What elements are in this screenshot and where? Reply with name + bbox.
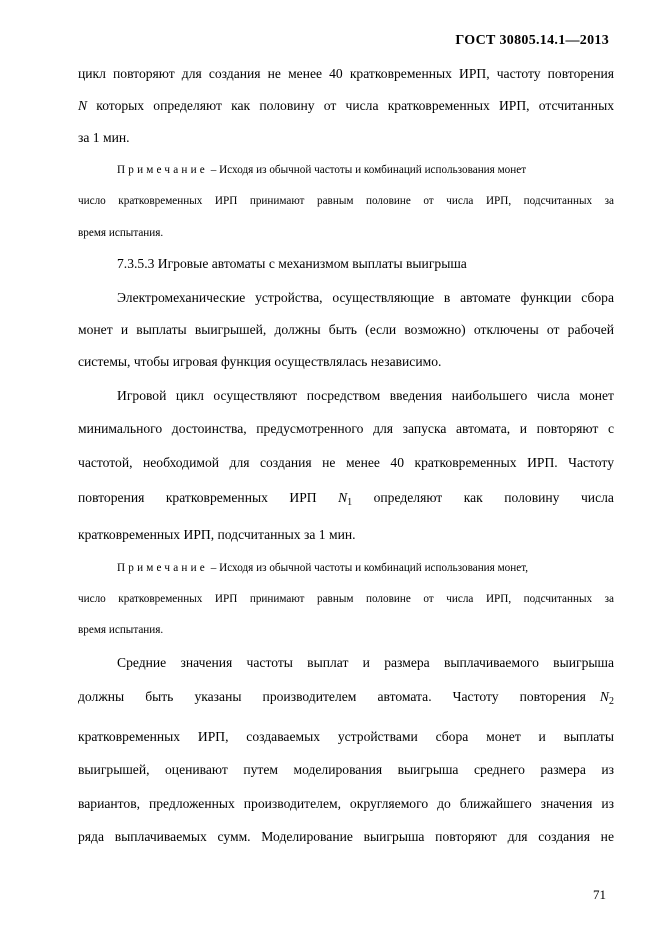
variable-n: N bbox=[338, 490, 348, 505]
word: кратковременных bbox=[165, 490, 268, 505]
variable-n: N bbox=[78, 98, 88, 113]
text-line: Игровой цикл осуществляют посредством введения наибольшего числа монет bbox=[117, 388, 614, 403]
word: как bbox=[463, 490, 483, 505]
text-line: Средние значения частоты выплат и размера выплачиваемого выигрыша bbox=[117, 655, 614, 670]
text-line: вариантов, предложенных производителем, округляемого до ближайшего значения из bbox=[78, 796, 614, 811]
text-line bbox=[78, 99, 614, 113]
text-line: минимального достоинства, предусмотренного для запуска автомата, и повторяют с bbox=[78, 421, 614, 436]
variable-n: N bbox=[599, 689, 609, 704]
text-line: Электромеханические устройства, осуществляющие в автомате функции сбора bbox=[117, 290, 614, 305]
text-line: частотой, необходимой для создания не менее 40 кратковременных ИРП. Частоту bbox=[78, 455, 614, 470]
note-text: – Исходя из обычной частоты и комбинаций использования монет, bbox=[207, 562, 529, 574]
note-line bbox=[117, 165, 614, 176]
note-line: время испытания. bbox=[78, 227, 164, 239]
text-span: должны быть указаны производителем автомата. Частоту повторения bbox=[78, 689, 586, 704]
note-text: – Исходя из обычной частоты и комбинаций использования монет bbox=[207, 164, 527, 176]
text-line: кратковременных ИРП, подсчитанных за 1 мин. bbox=[78, 527, 356, 542]
text-line bbox=[78, 689, 614, 707]
text-line bbox=[78, 490, 614, 508]
variable-n1 bbox=[338, 490, 353, 508]
word: числа bbox=[580, 490, 614, 505]
word: повторения bbox=[78, 490, 145, 505]
text-line: выигрышей, оценивают путем моделирования выигрыша среднего размера из bbox=[78, 762, 614, 777]
section-heading: 7.3.5.3 Игровые автоматы с механизмом выплаты выигрыша bbox=[117, 256, 467, 271]
note-line: время испытания. bbox=[78, 624, 164, 636]
variable-n2 bbox=[599, 689, 614, 707]
note-label: Примечание bbox=[117, 562, 208, 574]
word: определяют bbox=[373, 490, 443, 505]
word: ИРП bbox=[289, 490, 317, 505]
note-line: число кратковременных ИРП принимают равным половине от числа ИРП, подсчитанных за bbox=[78, 195, 614, 207]
text-line: монет и выплаты выигрышей, должны быть (если возможно) отключены от рабочей bbox=[78, 322, 614, 337]
note-label: Примечание bbox=[117, 164, 208, 176]
text-line: ряда выплачиваемых сумм. Моделирование выигрыша повторяют для создания не bbox=[78, 829, 614, 844]
text-line: за 1 мин. bbox=[78, 130, 130, 145]
page-number: 71 bbox=[593, 887, 606, 902]
text-line: кратковременных ИРП, создаваемых устройствами сбора монет и выплаты bbox=[78, 729, 614, 744]
page-header: ГОСТ 30805.14.1—2013 bbox=[455, 33, 609, 48]
word: половину bbox=[504, 490, 560, 505]
text-line: системы, чтобы игровая функция осуществлялась независимо. bbox=[78, 354, 442, 369]
text-line: цикл повторяют для создания не менее 40 кратковременных ИРП, частоту повторения bbox=[78, 66, 614, 81]
note-line bbox=[117, 563, 614, 574]
subscript: 2 bbox=[609, 696, 614, 707]
note-line: число кратковременных ИРП принимают равным половине от числа ИРП, подсчитанных за bbox=[78, 593, 614, 605]
subscript: 1 bbox=[347, 497, 353, 508]
text-span: которых определяют как половину от числа кратковременных ИРП, отсчитанных bbox=[87, 98, 614, 113]
